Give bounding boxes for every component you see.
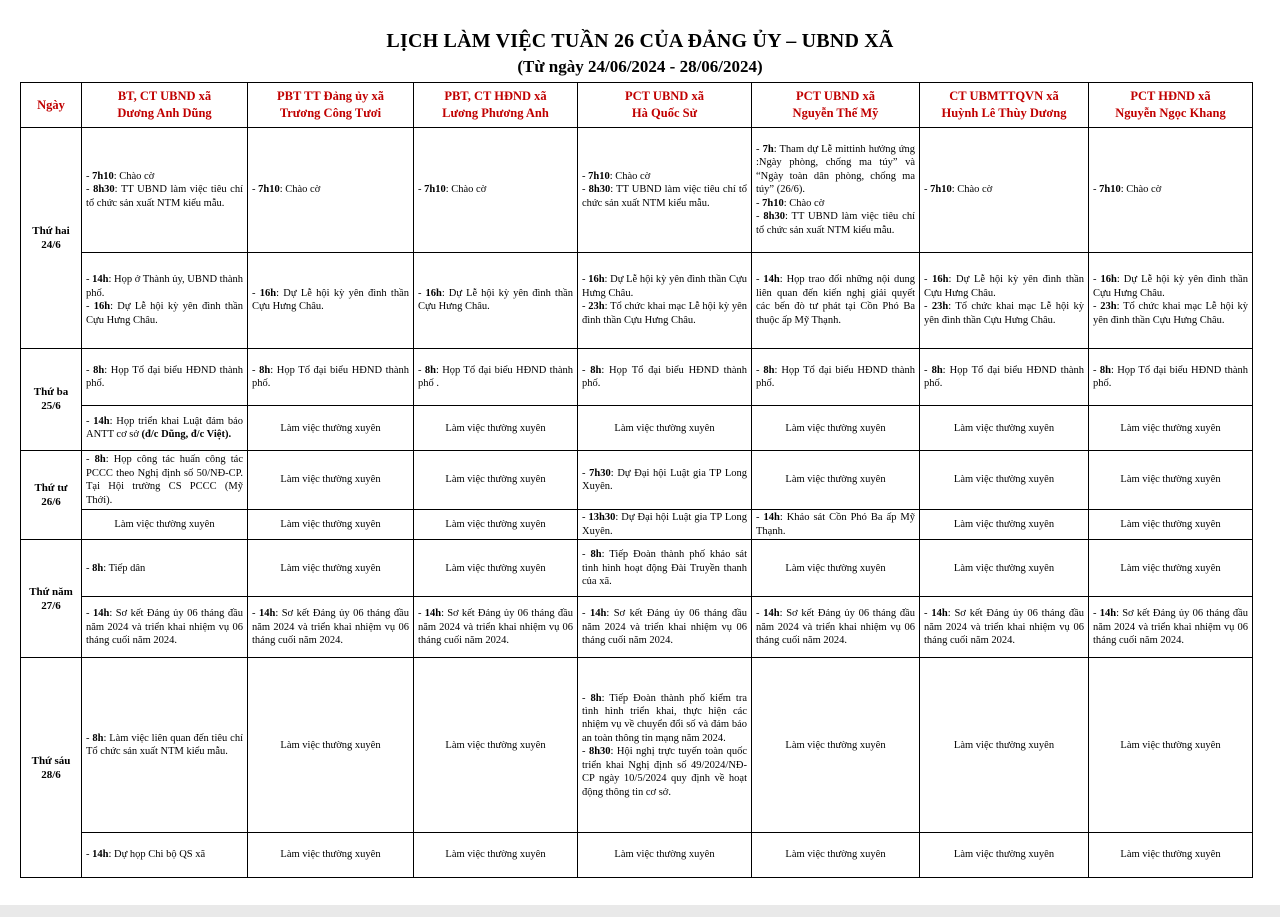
schedule-cell: Làm việc thường xuyên xyxy=(752,451,920,510)
entry-time: 7h30 xyxy=(589,467,611,479)
entry-text: : Tiếp Đoàn thành phố khảo sát tình hình hoạt động Đài Truyền thanh của xã. xyxy=(582,549,747,588)
schedule-entry: - 23h: Tổ chức khai mạc Lễ hội kỳ yên đình thần Cựu Hưng Châu. xyxy=(582,301,748,326)
entry-text: : Họp Tổ đại biểu HĐND thành phố . xyxy=(418,364,573,389)
entry-time: 23h xyxy=(1100,301,1117,313)
schedule-entry: - 8h30: TT UBND làm việc tiêu chí tổ chức sản xuất NTM kiểu mẫu. xyxy=(756,211,915,236)
entry-time: 16h xyxy=(425,287,442,299)
entry-text: : Họp Tổ đại biểu HĐND thành phố. xyxy=(756,364,915,389)
schedule-cell xyxy=(1089,348,1253,406)
schedule-entry: - 23h: Tổ chức khai mạc Lễ hội kỳ yên đình thần Cựu Hưng Châu. xyxy=(924,301,1084,326)
day-date: 25/6 xyxy=(41,400,61,413)
entry-time: 14h xyxy=(589,608,607,620)
schedule-entry: - 23h: Tổ chức khai mạc Lễ hội kỳ yên đình thần Cựu Hưng Châu. xyxy=(1093,301,1248,326)
entry-time: 14h xyxy=(92,849,109,861)
day-cell xyxy=(21,451,82,540)
schedule-entry: - 7h10: Chào cờ xyxy=(418,184,487,196)
entry-time: 8h30 xyxy=(93,184,115,196)
schedule-cell: Làm việc thường xuyên xyxy=(1089,540,1253,597)
schedule-entry: - 7h10: Chào cờ xyxy=(86,170,155,182)
schedule-cell: Làm việc thường xuyên xyxy=(414,451,578,510)
schedule-entry: - 14h: Sơ kết Đảng ủy 06 tháng đầu năm 2024 và triển khai nhiệm vụ 06 tháng cuối năm 2024. xyxy=(418,608,574,647)
entry-text: : Họp triển khai Luật đảm bảo ANTT cơ sở xyxy=(86,415,243,441)
entry-text: : Chào cờ xyxy=(1120,184,1162,196)
entry-time: 8h xyxy=(94,454,106,466)
schedule-cell: Làm việc thường xuyên xyxy=(248,406,414,451)
schedule-entry: - 8h: Tiếp dân xyxy=(86,562,146,574)
entry-time: 23h xyxy=(931,301,949,313)
schedule-cell: Làm việc thường xuyên xyxy=(752,658,920,833)
schedule-cell: Làm việc thường xuyên xyxy=(1089,406,1253,451)
schedule-cell xyxy=(414,597,578,658)
day-name: Thứ ba xyxy=(33,386,69,399)
day-name: Thứ sáu xyxy=(31,754,71,767)
entry-time: 14h xyxy=(763,608,780,620)
schedule-entry: - 14h: Họp trao đổi những nội dung liên quan đến kiến nghị giải quyết các bến đò tư phát tại Cồn Phó Ba thuộc ấp Mỹ Thạnh. xyxy=(756,274,915,326)
document-title: LỊCH LÀM VIỆC TUẦN 26 CỦA ĐẢNG ỦY – UBND XÃ xyxy=(386,30,894,52)
table-row xyxy=(21,253,1253,349)
schedule-cell xyxy=(248,128,414,253)
header-official: CT UBMTTQVN xã Huỳnh Lê Thùy Dương xyxy=(920,83,1089,128)
schedule-cell xyxy=(414,348,578,406)
entry-text: : Tiếp dân xyxy=(103,562,146,574)
schedule-cell xyxy=(752,253,920,349)
entry-text: : Họp Tổ đại biểu HĐND thành phố. xyxy=(252,364,409,389)
entry-time: 8h xyxy=(590,692,602,704)
entry-time: 8h30 xyxy=(588,184,611,196)
schedule-cell xyxy=(82,406,248,451)
entry-time: 8h30 xyxy=(763,211,785,223)
schedule-cell xyxy=(82,451,248,510)
entry-text: : Họp công tác huấn công tác PCCC theo Nghị định số 50/NĐ-CP. Tại Hội trường CS PCCC (Mỹ Thới). xyxy=(86,454,243,506)
schedule-cell: Làm việc thường xuyên xyxy=(752,833,920,878)
schedule-cell xyxy=(414,253,578,349)
schedule-cell xyxy=(578,510,752,540)
schedule-entry: - 14h: Dự họp Chi bộ QS xã xyxy=(86,849,206,861)
schedule-cell: Làm việc thường xuyên xyxy=(920,451,1089,510)
day-cell xyxy=(21,540,82,658)
schedule-cell xyxy=(578,253,752,349)
schedule-entry: - 7h10: Chào cờ xyxy=(924,184,993,196)
entry-text: : Dự Lễ hội kỳ yên đình thần Cựu Hưng Châu. xyxy=(924,274,1085,299)
schedule-cell xyxy=(920,348,1089,406)
schedule-cell: Làm việc thường xuyên xyxy=(82,510,248,540)
schedule-cell: Làm việc thường xuyên xyxy=(1089,833,1253,878)
schedule-entry: - 8h: Họp công tác huấn công tác PCCC theo Nghị định số 50/NĐ-CP. Tại Hội trường CS PCCC (Mỹ Thới). xyxy=(86,454,243,506)
schedule-entry: - 8h: Làm việc liên quan đến tiêu chí Tổ chức sản xuất NTM kiểu mẫu. xyxy=(86,732,243,758)
schedule-cell xyxy=(578,128,752,253)
schedule-cell: Làm việc thường xuyên xyxy=(414,540,578,597)
schedule-entry: - 16h: Dự Lễ hội kỳ yên đình thần Cựu Hưng Châu. xyxy=(1093,274,1249,299)
entry-text: : Sơ kết Đảng ủy 06 tháng đầu năm 2024 và triển khai nhiệm vụ 06 tháng cuối năm 2024. xyxy=(582,608,748,647)
schedule-cell xyxy=(82,833,248,878)
day-cell xyxy=(21,348,82,451)
schedule-entry: - 14h: Khảo sát Cồn Phó Ba ấp Mỹ Thạnh. xyxy=(756,512,916,537)
schedule-cell: Làm việc thường xuyên xyxy=(248,658,414,833)
entry-time: 8h30 xyxy=(588,746,611,758)
schedule-cell: Làm việc thường xuyên xyxy=(920,833,1089,878)
entry-time: 16h xyxy=(588,274,605,286)
entry-text: : Sơ kết Đảng ủy 06 tháng đầu năm 2024 và triển khai nhiệm vụ 06 tháng cuối năm 2024. xyxy=(924,608,1085,647)
table-row xyxy=(21,406,1253,451)
entry-text: : Dự Lễ hội kỳ yên đình thần Cựu Hưng Châu. xyxy=(252,287,410,313)
schedule-entry: - 16h: Dự Lễ hội kỳ yên đình thần Cựu Hưng Châu. xyxy=(86,301,244,326)
schedule-cell xyxy=(82,597,248,658)
entry-text: : Tổ chức khai mạc Lễ hội kỳ yên đình thần Cựu Hưng Châu. xyxy=(582,301,748,326)
entry-time: 7h10 xyxy=(92,170,114,182)
schedule-cell: Làm việc thường xuyên xyxy=(248,510,414,540)
schedule-cell xyxy=(82,658,248,833)
entry-text: : Sơ kết Đảng ủy 06 tháng đầu năm 2024 và triển khai nhiệm vụ 06 tháng cuối năm 2024. xyxy=(756,608,916,647)
bottom-edge xyxy=(0,905,1280,917)
entry-time: 7h10 xyxy=(930,184,952,196)
schedule-entry: - 7h10: Chào cờ xyxy=(582,170,651,182)
table-row xyxy=(21,348,1253,406)
schedule-cell xyxy=(578,451,752,510)
entry-text: : Tổ chức khai mạc Lễ hội kỳ yên đình thần Cựu Hưng Châu. xyxy=(924,301,1084,326)
entry-text: : Dự họp Chi bộ QS xã xyxy=(108,849,206,861)
entry-text: : Tham dự Lễ mittinh hưởng ứng :Ngày phòng, chống ma túy” và “Ngày toàn dân phòng, chống ma túy” (26/6). xyxy=(756,143,915,196)
schedule-cell xyxy=(82,540,248,597)
entry-text: : Dự Lễ hội kỳ yên đình thần Cựu Hưng Châu. xyxy=(418,287,574,313)
entry-text: : Chào cờ xyxy=(445,184,487,196)
header-official: PCT HĐND xã Nguyễn Ngọc Khang xyxy=(1089,83,1253,128)
schedule-cell xyxy=(248,597,414,658)
schedule-entry: - 8h: Họp Tổ đại biểu HĐND thành phố. xyxy=(582,364,747,389)
entry-time: 8h xyxy=(93,364,105,376)
schedule-cell xyxy=(1089,253,1253,349)
schedule-cell xyxy=(920,597,1089,658)
entry-time: 7h10 xyxy=(588,170,610,182)
schedule-cell xyxy=(920,128,1089,253)
schedule-cell xyxy=(82,348,248,406)
entry-text: : Họp trao đổi những nội dung liên quan đến kiến nghị giải quyết các bến đò tư phát tại Cồn Phó Ba thuộc ấp Mỹ Thạnh. xyxy=(756,274,915,326)
entry-text: : Chào cờ xyxy=(609,170,651,182)
entry-text: : Sơ kết Đảng ủy 06 tháng đầu năm 2024 và triển khai nhiệm vụ 06 tháng cuối năm 2024. xyxy=(418,608,574,647)
entry-text: : Họp ở Thành ủy, UBND thành phố. xyxy=(86,274,243,299)
entry-time: 13h30 xyxy=(588,512,616,524)
table-row xyxy=(21,128,1253,253)
schedule-entry: - 8h: Tiếp Đoàn thành phố kiểm tra tình hình triển khai, thực hiện các nhiệm vụ về chuyển đổi số và đảm bảo an toàn thông tin mạng năm 2024. xyxy=(582,692,747,744)
schedule-entry: - 8h30: TT UBND làm việc tiêu chí tổ chức sản xuất NTM kiểu mẫu. xyxy=(86,184,243,209)
header-official: PBT, CT HĐND xã Lương Phương Anh xyxy=(414,83,578,128)
entry-time: 14h xyxy=(93,415,110,427)
entry-text: : Dự Lễ hội kỳ yên đình thần Cựu Hưng Châu. xyxy=(582,274,747,299)
schedule-cell: Làm việc thường xuyên xyxy=(248,833,414,878)
schedule-cell xyxy=(82,128,248,253)
entry-text: : Họp Tổ đại biểu HĐND thành phố. xyxy=(924,364,1085,389)
entry-time: 14h xyxy=(92,608,110,620)
schedule-cell xyxy=(1089,128,1253,253)
schedule-entry: - 8h: Họp Tổ đại biểu HĐND thành phố. xyxy=(252,364,409,389)
schedule-entry: - 14h: Sơ kết Đảng ủy 06 tháng đầu năm 2024 và triển khai nhiệm vụ 06 tháng cuối năm 2024. xyxy=(924,608,1085,647)
schedule-entry: - 8h30: TT UBND làm việc tiêu chí tổ chức sản xuất NTM kiểu mẫu. xyxy=(582,184,748,209)
schedule-entry: - 8h: Họp Tổ đại biểu HĐND thành phố. xyxy=(924,364,1085,389)
schedule-cell: Làm việc thường xuyên xyxy=(248,540,414,597)
schedule-entry: - 8h: Họp Tổ đại biểu HĐND thành phố. xyxy=(756,364,915,389)
header-row xyxy=(21,83,1253,128)
entry-text: : Tiếp Đoàn thành phố kiểm tra tình hình triển khai, thực hiện các nhiệm vụ về chuyển đổi số và đảm bảo an toàn thông tin mạng năm 2024. xyxy=(582,692,747,744)
schedule-entry: - 8h30: Hội nghị trực tuyến toàn quốc triển khai Nghị định số 49/2024/NĐ-CP ngày 10/5/2024 quy định về hoạt động thông tin cơ sở. xyxy=(582,746,748,798)
entry-text: : Sơ kết Đảng ủy 06 tháng đầu năm 2024 và triển khai nhiệm vụ 06 tháng cuối năm 2024. xyxy=(252,608,410,647)
entry-time: 16h xyxy=(932,274,949,286)
entry-text: : TT UBND làm việc tiêu chí tổ chức sản xuất NTM kiểu mẫu. xyxy=(86,184,243,209)
schedule-cell xyxy=(414,128,578,253)
schedule-entry: - 8h: Tiếp Đoàn thành phố khảo sát tình hình hoạt động Đài Truyền thanh của xã. xyxy=(582,549,747,588)
entry-text: : Khảo sát Cồn Phó Ba ấp Mỹ Thạnh. xyxy=(756,512,916,537)
entry-time: 8h xyxy=(590,364,602,376)
schedule-cell: Làm việc thường xuyên xyxy=(752,540,920,597)
entry-time: 16h xyxy=(259,287,277,299)
entry-time: 8h xyxy=(590,549,602,561)
schedule-entry: - 13h30: Dự Đại hội Luật gia TP Long Xuyên. xyxy=(582,512,747,537)
schedule-entry: - 14h: Sơ kết Đảng ủy 06 tháng đầu năm 2024 và triển khai nhiệm vụ 06 tháng cuối năm 2024. xyxy=(252,608,410,647)
schedule-cell xyxy=(1089,597,1253,658)
entry-time: 8h xyxy=(259,364,271,376)
schedule-entry: - 16h: Dự Lễ hội kỳ yên đình thần Cựu Hưng Châu. xyxy=(252,287,410,313)
schedule-cell: Làm việc thường xuyên xyxy=(1089,510,1253,540)
entry-time: 8h xyxy=(424,364,436,376)
schedule-cell xyxy=(752,128,920,253)
schedule-cell xyxy=(82,253,248,349)
entry-time: 16h xyxy=(1100,274,1117,286)
schedule-entry: - 16h: Dự Lễ hội kỳ yên đình thần Cựu Hưng Châu. xyxy=(582,274,747,299)
schedule-entry: - 14h: Sơ kết Đảng ủy 06 tháng đầu năm 2024 và triển khai nhiệm vụ 06 tháng cuối năm 2024. xyxy=(756,608,916,647)
schedule-entry: - 14h: Họp ở Thành ủy, UBND thành phố. xyxy=(86,274,243,299)
schedule-cell: Làm việc thường xuyên xyxy=(920,540,1089,597)
table-row xyxy=(21,540,1253,597)
entry-text: : Dự Lễ hội kỳ yên đình thần Cựu Hưng Châu. xyxy=(1093,274,1249,299)
entry-time: 7h10 xyxy=(258,184,280,196)
day-cell xyxy=(21,658,82,878)
day-name: Thứ hai xyxy=(32,224,70,237)
schedule-entry: - 8h: Họp Tổ đại biểu HĐND thành phố. xyxy=(1093,364,1248,389)
schedule-cell xyxy=(752,348,920,406)
entry-time: 7h10 xyxy=(424,184,446,196)
schedule-entry: - 7h10: Chào cờ xyxy=(1093,184,1162,196)
entry-time: 7h xyxy=(762,143,774,155)
entry-text: : Họp Tổ đại biểu HĐND thành phố. xyxy=(86,364,243,389)
entry-note: (đ/c Dũng, đ/c Việt). xyxy=(141,429,232,441)
schedule-cell xyxy=(578,658,752,833)
schedule-entry: - 16h: Dự Lễ hội kỳ yên đình thần Cựu Hưng Châu. xyxy=(418,287,574,313)
schedule-cell: Làm việc thường xuyên xyxy=(414,406,578,451)
table-row xyxy=(21,597,1253,658)
entry-time: 14h xyxy=(763,512,780,524)
header-official: PBT TT Đảng ủy xã Trương Công Tươi xyxy=(248,83,414,128)
schedule-cell xyxy=(578,348,752,406)
schedule-entry: - 7h10: Chào cờ xyxy=(756,197,825,209)
entry-time: 14h xyxy=(763,274,780,286)
schedule-entry: - 14h: Họp triển khai Luật đảm bảo ANTT cơ sở (đ/c Dũng, đ/c Việt). xyxy=(86,415,243,441)
schedule-entry: - 14h: Sơ kết Đảng ủy 06 tháng đầu năm 2024 và triển khai nhiệm vụ 06 tháng cuối năm 2024. xyxy=(86,608,244,647)
schedule-cell: Làm việc thường xuyên xyxy=(1089,658,1253,833)
schedule-cell: Làm việc thường xuyên xyxy=(920,658,1089,833)
schedule-cell: Làm việc thường xuyên xyxy=(752,406,920,451)
schedule-entry: - 8h: Họp Tổ đại biểu HĐND thành phố . xyxy=(418,364,573,389)
schedule-cell: Làm việc thường xuyên xyxy=(414,658,578,833)
schedule-cell xyxy=(752,510,920,540)
entry-text: : TT UBND làm việc tiêu chí tổ chức sản xuất NTM kiểu mẫu. xyxy=(582,184,748,209)
entry-text: : Chào cờ xyxy=(279,184,321,196)
entry-time: 23h xyxy=(588,301,605,313)
table-row xyxy=(21,658,1253,833)
entry-text: : Họp Tổ đại biểu HĐND thành phố. xyxy=(1093,364,1248,389)
schedule-entry: - 16h: Dự Lễ hội kỳ yên đình thần Cựu Hưng Châu. xyxy=(924,274,1085,299)
day-date: 26/6 xyxy=(41,496,61,509)
entry-text: : Làm việc liên quan đến tiêu chí Tổ chức sản xuất NTM kiểu mẫu. xyxy=(86,732,243,758)
entry-time: 8h xyxy=(92,732,104,744)
schedule-cell xyxy=(578,540,752,597)
table-row xyxy=(21,510,1253,540)
entry-time: 14h xyxy=(424,608,442,620)
schedule-cell xyxy=(578,597,752,658)
entry-time: 14h xyxy=(1099,608,1117,620)
entry-time: 16h xyxy=(93,301,111,313)
header-official: PCT UBND xã Nguyễn Thế Mỹ xyxy=(752,83,920,128)
entry-time: 14h xyxy=(258,608,276,620)
schedule-cell: Làm việc thường xuyên xyxy=(578,833,752,878)
schedule-cell xyxy=(248,253,414,349)
entry-time: 8h xyxy=(931,364,943,376)
schedule-cell: Làm việc thường xuyên xyxy=(414,510,578,540)
entry-text: : TT UBND làm việc tiêu chí tổ chức sản xuất NTM kiểu mẫu. xyxy=(756,211,915,236)
entry-time: 14h xyxy=(92,274,109,286)
schedule-entry: - 8h: Họp Tổ đại biểu HĐND thành phố. xyxy=(86,364,243,389)
entry-text: : Họp Tổ đại biểu HĐND thành phố. xyxy=(582,364,747,389)
header-day: Ngày xyxy=(21,83,82,128)
schedule-entry: - 7h10: Chào cờ xyxy=(252,184,321,196)
day-cell xyxy=(21,128,82,349)
entry-time: 7h10 xyxy=(1099,184,1121,196)
day-date: 28/6 xyxy=(41,768,61,781)
table-row xyxy=(21,833,1253,878)
day-name: Thứ tư xyxy=(34,482,68,495)
schedule-cell: Làm việc thường xuyên xyxy=(1089,451,1253,510)
document-subtitle: (Từ ngày 24/06/2024 - 28/06/2024) xyxy=(517,57,763,76)
schedule-cell: Làm việc thường xuyên xyxy=(414,833,578,878)
header-official: PCT UBND xã Hà Quốc Sử xyxy=(578,83,752,128)
day-date: 24/6 xyxy=(41,238,61,251)
entry-text: : Dự Đại hội Luật gia TP Long Xuyên. xyxy=(582,512,747,537)
entry-text: : Chào cờ xyxy=(783,197,825,209)
schedule-cell: Làm việc thường xuyên xyxy=(920,406,1089,451)
schedule-cell: Làm việc thường xuyên xyxy=(578,406,752,451)
schedule-entry: - 14h: Sơ kết Đảng ủy 06 tháng đầu năm 2024 và triển khai nhiệm vụ 06 tháng cuối năm 2024. xyxy=(1093,608,1249,647)
header-official: BT, CT UBND xã Dương Anh Dũng xyxy=(82,83,248,128)
entry-time: 8h xyxy=(763,364,775,376)
table-row xyxy=(21,451,1253,510)
entry-text: : Dự Đại hội Luật gia TP Long Xuyên. xyxy=(582,467,747,493)
schedule-entry: - 14h: Sơ kết Đảng ủy 06 tháng đầu năm 2024 và triển khai nhiệm vụ 06 tháng cuối năm 2024. xyxy=(582,608,748,647)
entry-time: 14h xyxy=(931,608,948,620)
entry-time: 8h xyxy=(92,562,104,574)
day-date: 27/6 xyxy=(41,599,61,612)
schedule-entry: - 7h: Tham dự Lễ mittinh hưởng ứng :Ngày phòng, chống ma túy” và “Ngày toàn dân phòng, chống ma túy” (26/6). xyxy=(756,143,915,196)
schedule-entry: - 7h30: Dự Đại hội Luật gia TP Long Xuyên. xyxy=(582,467,747,493)
entry-text: : Sơ kết Đảng ủy 06 tháng đầu năm 2024 và triển khai nhiệm vụ 06 tháng cuối năm 2024. xyxy=(1093,608,1249,647)
schedule-cell: Làm việc thường xuyên xyxy=(920,510,1089,540)
entry-text: : Chào cờ xyxy=(951,184,993,196)
entry-text: : Chào cờ xyxy=(113,170,155,182)
schedule-cell xyxy=(248,348,414,406)
entry-time: 7h10 xyxy=(762,197,784,209)
entry-text: : Dự Lễ hội kỳ yên đình thần Cựu Hưng Châu. xyxy=(86,301,244,326)
entry-text: : Tổ chức khai mạc Lễ hội kỳ yên đình thần Cựu Hưng Châu. xyxy=(1093,301,1248,326)
schedule-cell xyxy=(752,597,920,658)
schedule-table xyxy=(20,82,1253,878)
schedule-cell: Làm việc thường xuyên xyxy=(248,451,414,510)
entry-text: : Sơ kết Đảng ủy 06 tháng đầu năm 2024 và triển khai nhiệm vụ 06 tháng cuối năm 2024. xyxy=(86,608,244,647)
schedule-cell xyxy=(920,253,1089,349)
entry-text: : Hội nghị trực tuyến toàn quốc triển khai Nghị định số 49/2024/NĐ-CP ngày 10/5/2024 quy định về hoạt động thông tin cơ sở. xyxy=(582,746,748,798)
entry-time: 8h xyxy=(1099,364,1111,376)
day-name: Thứ năm xyxy=(29,585,73,598)
